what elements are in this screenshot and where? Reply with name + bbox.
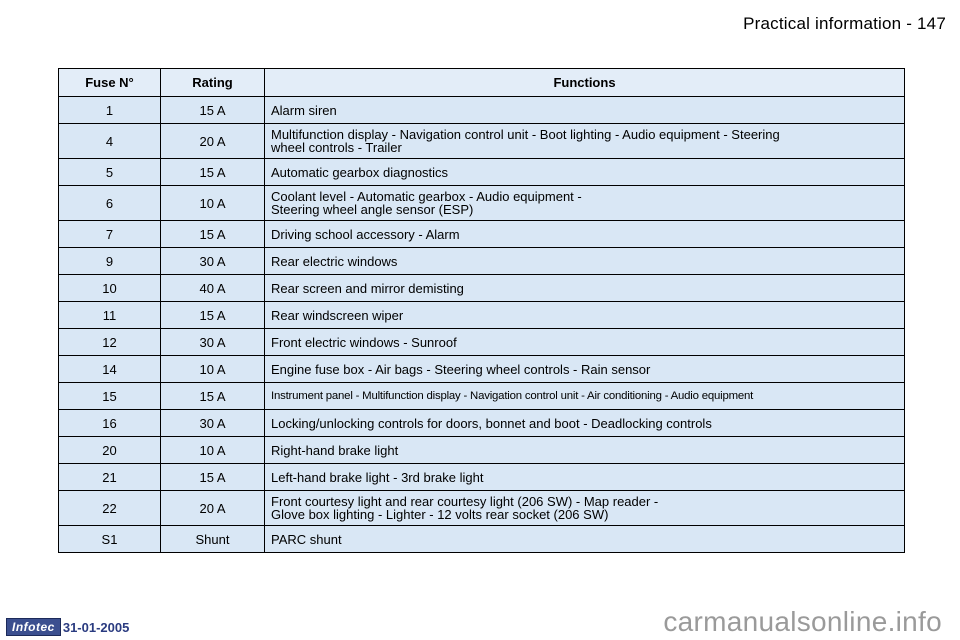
fuse-rating: Shunt (161, 526, 265, 553)
fuse-number: 5 (59, 159, 161, 186)
fuse-rating: 15 A (161, 383, 265, 410)
functions-line: Multifunction display - Navigation control unit - Boot lighting - Audio equipment - Steering (271, 127, 780, 142)
functions-line: Rear screen and mirror demisting (271, 280, 464, 296)
functions-line: Front courtesy light and rear courtesy light (206 SW) - Map reader - (271, 494, 659, 509)
fuse-rating: 30 A (161, 248, 265, 275)
fuse-number: S1 (59, 526, 161, 553)
header-fuse-number: Fuse N° (59, 69, 161, 97)
fuse-number: 21 (59, 464, 161, 491)
functions-line: Glove box lighting - Lighter - 12 volts rear socket (206 SW) (271, 507, 609, 522)
fuse-rating: 15 A (161, 159, 265, 186)
fuse-rating: 40 A (161, 275, 265, 302)
fuse-number: 9 (59, 248, 161, 275)
fuse-rating: 10 A (161, 186, 265, 221)
table-row (59, 383, 905, 410)
table-row (59, 526, 905, 553)
fuse-functions (265, 124, 905, 159)
fuse-rating: 30 A (161, 410, 265, 437)
table-row (59, 302, 905, 329)
table-row (59, 491, 905, 526)
fuse-number: 14 (59, 356, 161, 383)
fuse-functions (265, 97, 905, 124)
table-row (59, 221, 905, 248)
table-row (59, 437, 905, 464)
watermark: carmanualsonline.info (663, 606, 942, 637)
fuse-number: 15 (59, 383, 161, 410)
fuse-number: 11 (59, 302, 161, 329)
fuse-functions (265, 275, 905, 302)
functions-line: Front electric windows - Sunroof (271, 334, 457, 350)
functions-line: Right-hand brake light (271, 442, 399, 458)
functions-line: Automatic gearbox diagnostics (271, 164, 449, 180)
infotec-logo: Infotec (6, 618, 61, 636)
fuse-functions (265, 302, 905, 329)
fuse-number: 22 (59, 491, 161, 526)
functions-line: Alarm siren (271, 102, 337, 118)
fuse-number: 7 (59, 221, 161, 248)
header-rating: Rating (161, 69, 265, 97)
fuse-functions (265, 329, 905, 356)
fuse-functions (265, 159, 905, 186)
fuse-rating: 15 A (161, 302, 265, 329)
footer (6, 618, 129, 636)
fuse-number: 12 (59, 329, 161, 356)
print-date: 31-01-2005 (62, 619, 130, 635)
functions-line: Coolant level - Automatic gearbox - Audio equipment - (271, 189, 582, 204)
fuse-number: 6 (59, 186, 161, 221)
table-row (59, 356, 905, 383)
functions-line: PARC shunt (271, 531, 342, 547)
table-row (59, 97, 905, 124)
fuse-number: 4 (59, 124, 161, 159)
functions-line: Rear windscreen wiper (271, 307, 404, 323)
table-row (59, 186, 905, 221)
table-row (59, 329, 905, 356)
table-row (59, 464, 905, 491)
fuse-rating: 30 A (161, 329, 265, 356)
table-row (59, 410, 905, 437)
header-functions: Functions (265, 69, 905, 97)
fuse-functions (265, 410, 905, 437)
fuse-rating: 15 A (161, 221, 265, 248)
functions-line: Left-hand brake light - 3rd brake light (271, 469, 484, 485)
fuse-functions (265, 248, 905, 275)
fuse-rating: 10 A (161, 437, 265, 464)
fuse-functions (265, 526, 905, 553)
fuse-functions (265, 186, 905, 221)
fuse-number: 16 (59, 410, 161, 437)
table-row (59, 275, 905, 302)
table-row (59, 248, 905, 275)
fuse-table (58, 68, 905, 553)
fuse-functions (265, 383, 905, 410)
fuse-functions (265, 221, 905, 248)
fuse-functions (265, 356, 905, 383)
functions-line: Engine fuse box - Air bags - Steering wheel controls - Rain sensor (271, 361, 651, 377)
functions-line: Instrument panel - Multifunction display - Navigation control unit - Air conditioning - Audio equipment (271, 389, 754, 402)
fuse-rating: 20 A (161, 124, 265, 159)
fuse-functions (265, 464, 905, 491)
fuse-rating: 15 A (161, 97, 265, 124)
functions-line: Locking/unlocking controls for doors, bonnet and boot - Deadlocking controls (271, 415, 712, 431)
fuse-functions (265, 437, 905, 464)
fuse-number: 20 (59, 437, 161, 464)
table-header-row (59, 69, 905, 97)
functions-line: Steering wheel angle sensor (ESP) (271, 202, 474, 217)
fuse-number: 10 (59, 275, 161, 302)
functions-line: Driving school accessory - Alarm (271, 226, 460, 242)
fuse-rating: 15 A (161, 464, 265, 491)
table-row (59, 124, 905, 159)
functions-line: wheel controls - Trailer (271, 140, 402, 155)
functions-line: Rear electric windows (271, 253, 398, 269)
fuse-functions (265, 491, 905, 526)
page-header: Practical information - 147 (743, 14, 946, 33)
fuse-number: 1 (59, 97, 161, 124)
table-row (59, 159, 905, 186)
fuse-rating: 10 A (161, 356, 265, 383)
fuse-rating: 20 A (161, 491, 265, 526)
